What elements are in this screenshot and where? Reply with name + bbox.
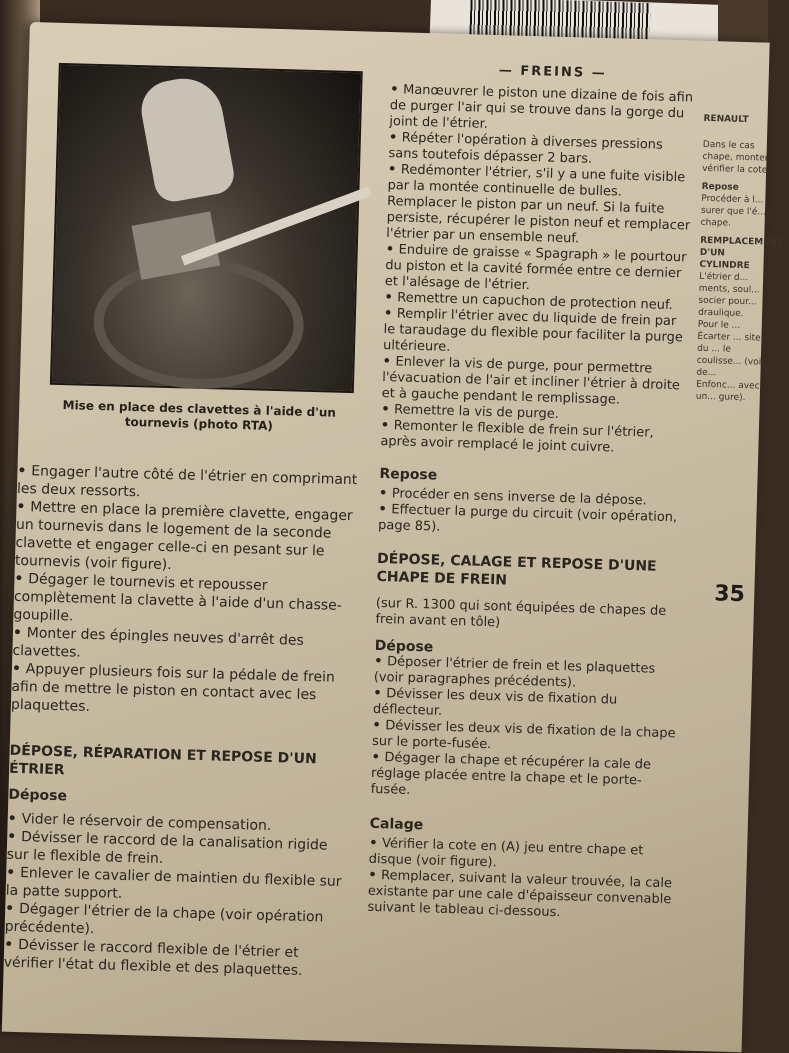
photo-caption xyxy=(29,397,370,436)
list-item: • Mettre en place la première clavette, engager un tournevis dans le logement de la seconde clavette et engager celle-ci en pesant sur le tournevis (voir figure). xyxy=(15,498,362,580)
list-item: • Engager l'autre côté de l'étrier en comprimant les deux ressorts. xyxy=(17,462,363,508)
list-item: • Dévisser les deux vis de fixation du déflecteur. xyxy=(373,686,679,727)
section-header: — FREINS — xyxy=(498,63,607,82)
chape-note: (sur R. 1300 qui sont équipées de chapes de frein avant en tôle) xyxy=(375,595,667,631)
list-item: • Remplir l'étrier avec du liquide de frein par le taraudage du flexible pour faciliter la purge ultérieure. xyxy=(383,306,689,362)
list-item: • Vider le réservoir de compensation. xyxy=(7,810,352,838)
list-item: • Effectuer la purge du circuit (voir opération, page 85). xyxy=(378,502,684,543)
caption-line-1: Mise en place des clavettes à l'aide d'un xyxy=(62,398,337,420)
subheading-depose: Dépose xyxy=(8,786,68,805)
list-item: • Procéder en sens inverse de la dépose. xyxy=(379,486,684,511)
hand-shape xyxy=(137,72,237,204)
list-item: • Dégager l'étrier de la chape (voir opération précédente). xyxy=(4,900,350,946)
subheading-calage: Calage xyxy=(369,815,424,834)
fragment: RENAULT xyxy=(703,113,749,126)
list-item: • Enlever le cavalier de maintien du flexible sur la patte support. xyxy=(5,864,351,910)
list-item: • Déposer l'étrier de frein et les plaquettes (voir paragraphes précédents). xyxy=(374,654,680,695)
fragment: Dans le cas chape, monter vérifier la cote xyxy=(702,139,769,176)
caption-line-2: tournevis (photo RTA) xyxy=(124,414,274,433)
brake-disc-shape xyxy=(92,256,306,392)
subheading-repose: Repose xyxy=(379,465,438,484)
left-column xyxy=(3,462,362,981)
fragment: Pour le ... xyxy=(697,319,741,331)
book-page xyxy=(2,22,784,1052)
fragment: Procéder à l... surer que l'é... chape. xyxy=(700,193,767,229)
list-item: • Redémonter l'étrier, s'il y a une fuite visible par la montée continuelle de bulles. Remplacer le piston par un neuf. Si la fuite persiste, récupérer le piston neuf et remplacer l'étrier par un ensemble neuf. xyxy=(386,162,693,250)
fragment: Enfonc... avec un... gure). xyxy=(695,379,760,404)
fragment: L'étrier d... ments, soul... socier pour... draulique. xyxy=(698,271,760,320)
list-item: • Remettre la vis de purge. xyxy=(381,402,686,427)
right-column xyxy=(367,82,695,924)
fragment: Écarter ... sites du ... le coulisse... (voir de... xyxy=(696,331,766,379)
list-item: • Enduire de graisse « Spagraph » le pourtour du piston et la cavité formée entre ce dernier et l'alésage de l'étrier. xyxy=(385,242,691,298)
margin-fragments xyxy=(695,113,784,405)
section-heading-etrier: DÉPOSE, RÉPARATION ET REPOSE D'UN ÉTRIER xyxy=(8,742,317,779)
fragment: Repose xyxy=(701,181,739,193)
list-item: • Dévisser les deux vis de fixation de la chape sur le porte-fusée. xyxy=(372,718,678,759)
list-item: • Remonter le flexible de frein sur l'étrier, après avoir remplacé le joint cuivre. xyxy=(380,418,686,459)
photo-brake-caliper xyxy=(50,63,363,393)
list-item: • Dévisser le raccord de la canalisation rigide sur le flexible de frein. xyxy=(6,828,352,874)
list-item: • Vérifier la cote en (A) jeu entre chape et disque (voir figure). xyxy=(369,836,675,877)
list-item: • Remettre un capuchon de protection neuf. xyxy=(384,290,689,315)
list-item: • Dégager la chape et récupérer la cale de réglage placée entre la chape et le porte-fusée. xyxy=(370,750,676,806)
section-heading-chape: DÉPOSE, CALAGE ET REPOSE D'UNE CHAPE DE FREIN xyxy=(376,550,657,589)
list-item: • Enlever la vis de purge, pour permettre l'évacuation de l'air et incliner l'étrier à droite et à gauche pendant le remplissage. xyxy=(382,354,688,410)
page-number: 35 xyxy=(713,581,746,608)
list-item: • Monter des épingles neuves d'arrêt des clavettes. xyxy=(12,624,358,670)
list-item: • Appuyer plusieurs fois sur la pédale de frein afin de mettre le piston en contact avec les plaquettes. xyxy=(11,660,357,724)
list-item: • Dégager le tournevis et repousser complètement la clavette à l'aide d'un chasse-goupille. xyxy=(13,570,359,634)
list-item: • Remplacer, suivant la valeur trouvée, la cale existante par une cale d'épaisseur convenable suivant le tableau ci-dessous. xyxy=(367,868,673,924)
list-item: • Manœuvrer le piston une dizaine de fois afin de purger l'air qui se trouve dans la gorge du joint de l'étrier. xyxy=(389,82,695,138)
list-item: • Dévisser le raccord flexible de l'étrier et vérifier l'état du flexible et des plaquettes. xyxy=(3,936,349,982)
list-item: • Répéter l'opération à diverses pressions sans toutefois dépasser 2 bars. xyxy=(388,130,694,171)
subheading-depose-chape: Dépose xyxy=(374,637,434,656)
fragment: REMPLACEMENT D'UN CYLINDRE xyxy=(699,235,784,272)
